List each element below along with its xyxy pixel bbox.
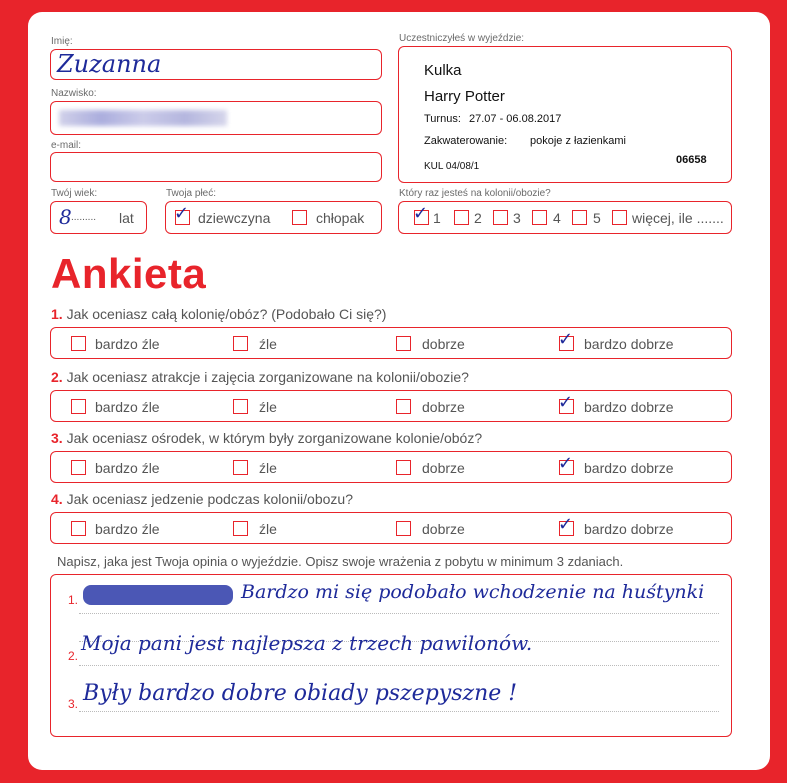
accommodation-label: Zakwaterowanie: [424, 135, 508, 147]
opinion-line-1-rule [79, 613, 719, 614]
times-checkbox-1[interactable] [413, 203, 429, 225]
times-option-more: więcej, ile ....... [632, 210, 724, 226]
accommodation-value: pokoje z łazienkami [530, 135, 626, 147]
times-option-4: 4 [553, 210, 561, 226]
gender-checkbox-boy[interactable] [292, 210, 307, 225]
question-3-number: 3. [51, 430, 63, 446]
question-3-options [50, 451, 732, 483]
q1-checkbox-good[interactable] [396, 336, 411, 351]
check-mark-icon: ✓ [413, 203, 429, 224]
check-mark-icon: ✓ [174, 203, 190, 224]
times-label: Który raz jesteś na kolonii/obozie? [399, 188, 551, 199]
q1-option-very-good: bardzo dobrze [584, 336, 674, 352]
opinion-line-3-rule [79, 711, 719, 712]
question-2 [51, 369, 469, 385]
question-1-number: 1. [51, 306, 63, 322]
question-1-text: Jak oceniasz całą kolonię/obóz? (Podobało Ci się?) [66, 306, 387, 322]
survey-title: Ankieta [51, 250, 207, 297]
age-value: 8 [59, 205, 72, 229]
q1-option-good: dobrze [422, 336, 465, 352]
times-option-2: 2 [474, 210, 482, 226]
age-label: Twój wiek: [51, 188, 98, 199]
q2-option-good: dobrze [422, 399, 465, 415]
question-1-options [50, 327, 732, 359]
opinion-line-1-text: Bardzo mi się podobało wchodzenie na huśtynki [241, 581, 705, 603]
scribbled-out-text [83, 585, 233, 605]
q4-option-very-bad: bardzo źle [95, 521, 160, 537]
turnus-value: 27.07 - 06.08.2017 [469, 113, 562, 125]
check-mark-icon: ✓ [558, 329, 574, 350]
q3-option-good: dobrze [422, 460, 465, 476]
q2-checkbox-very-bad[interactable] [71, 399, 86, 414]
times-group [398, 201, 732, 234]
check-mark-icon: ✓ [558, 453, 574, 474]
opinion-line-2-number: 2. [68, 649, 79, 663]
times-checkbox-2[interactable] [454, 210, 469, 225]
question-1 [51, 306, 386, 322]
check-mark-icon: ✓ [558, 514, 574, 535]
name-value: Zuzanna [57, 50, 162, 78]
times-option-5: 5 [593, 210, 601, 226]
q4-checkbox-bad[interactable] [233, 521, 248, 536]
email-label: e-mail: [51, 140, 82, 151]
q2-checkbox-bad[interactable] [233, 399, 248, 414]
q3-checkbox-good[interactable] [396, 460, 411, 475]
gender-label: Twoja płeć: [166, 188, 217, 199]
q2-checkbox-very-good[interactable] [558, 392, 574, 414]
gender-group [165, 201, 382, 234]
times-checkbox-more[interactable] [612, 210, 627, 225]
trip-theme: Harry Potter [424, 88, 505, 105]
q4-option-bad: źle [259, 521, 277, 537]
times-option-3: 3 [513, 210, 521, 226]
question-3 [51, 430, 482, 446]
times-checkbox-5[interactable] [572, 210, 587, 225]
q2-checkbox-good[interactable] [396, 399, 411, 414]
times-checkbox-3[interactable] [493, 210, 508, 225]
opinion-prompt: Napisz, jaka jest Twoja opinia o wyjeździe. Opisz swoje wrażenia z pobytu w minimum 3 zdaniach. [57, 554, 624, 569]
question-2-number: 2. [51, 369, 63, 385]
surname-field[interactable] [50, 101, 382, 135]
name-label: Imię: [51, 36, 73, 47]
name-field[interactable] [50, 49, 382, 80]
trip-number: 06658 [676, 154, 707, 166]
question-2-text: Jak oceniasz atrakcje i zajęcia zorganizowane na kolonii/obozie? [66, 369, 469, 385]
question-3-text: Jak oceniasz ośrodek, w którym były zorganizowane kolonie/obóz? [66, 430, 483, 446]
surname-label: Nazwisko: [51, 88, 97, 99]
q3-checkbox-very-good[interactable] [558, 453, 574, 475]
gender-option-girl: dziewczyna [198, 210, 271, 226]
email-field[interactable] [50, 152, 382, 182]
question-4-number: 4. [51, 491, 63, 507]
q3-checkbox-bad[interactable] [233, 460, 248, 475]
q3-checkbox-very-bad[interactable] [71, 460, 86, 475]
trip-code: KUL 04/08/1 [424, 161, 480, 172]
q4-checkbox-good[interactable] [396, 521, 411, 536]
age-dots: ......... [71, 212, 97, 223]
opinion-line-2-text: Moja pani jest najlepsza z trzech pawilonów. [81, 631, 533, 655]
redacted-surname [59, 110, 227, 126]
q3-option-bad: źle [259, 460, 277, 476]
opinion-line-3-number: 3. [68, 697, 79, 711]
q4-checkbox-very-bad[interactable] [71, 521, 86, 536]
opinion-box[interactable] [50, 574, 732, 737]
q3-option-very-good: bardzo dobrze [584, 460, 674, 476]
q4-checkbox-very-good[interactable] [558, 514, 574, 536]
q1-option-very-bad: bardzo źle [95, 336, 160, 352]
opinion-line-2-rule [79, 665, 719, 666]
question-4 [51, 491, 353, 507]
opinion-line-3-text: Były bardzo dobre obiady pszepyszne ! [83, 681, 518, 706]
opinion-line-1-number: 1. [68, 593, 79, 607]
trip-name: Kulka [424, 62, 462, 79]
q2-option-very-good: bardzo dobrze [584, 399, 674, 415]
trip-info-box [398, 46, 732, 183]
age-unit: lat [119, 210, 134, 226]
question-4-options [50, 512, 732, 544]
age-field[interactable] [50, 201, 147, 234]
q2-option-very-bad: bardzo źle [95, 399, 160, 415]
q1-checkbox-very-good[interactable] [558, 329, 574, 351]
q1-checkbox-bad[interactable] [233, 336, 248, 351]
times-checkbox-4[interactable] [532, 210, 547, 225]
question-4-text: Jak oceniasz jedzenie podczas kolonii/obozu? [66, 491, 353, 507]
q4-option-very-good: bardzo dobrze [584, 521, 674, 537]
q4-option-good: dobrze [422, 521, 465, 537]
q1-option-bad: źle [259, 336, 277, 352]
turnus-label: Turnus: [424, 113, 461, 125]
gender-option-boy: chłopak [316, 210, 365, 226]
q2-option-bad: źle [259, 399, 277, 415]
gender-checkbox-girl[interactable] [174, 203, 190, 225]
check-mark-icon: ✓ [558, 392, 574, 413]
question-2-options [50, 390, 732, 422]
q3-option-very-bad: bardzo źle [95, 460, 160, 476]
trip-label: Uczestniczyłeś w wyjeździe: [399, 33, 525, 44]
q1-checkbox-very-bad[interactable] [71, 336, 86, 351]
times-option-1: 1 [433, 210, 441, 226]
